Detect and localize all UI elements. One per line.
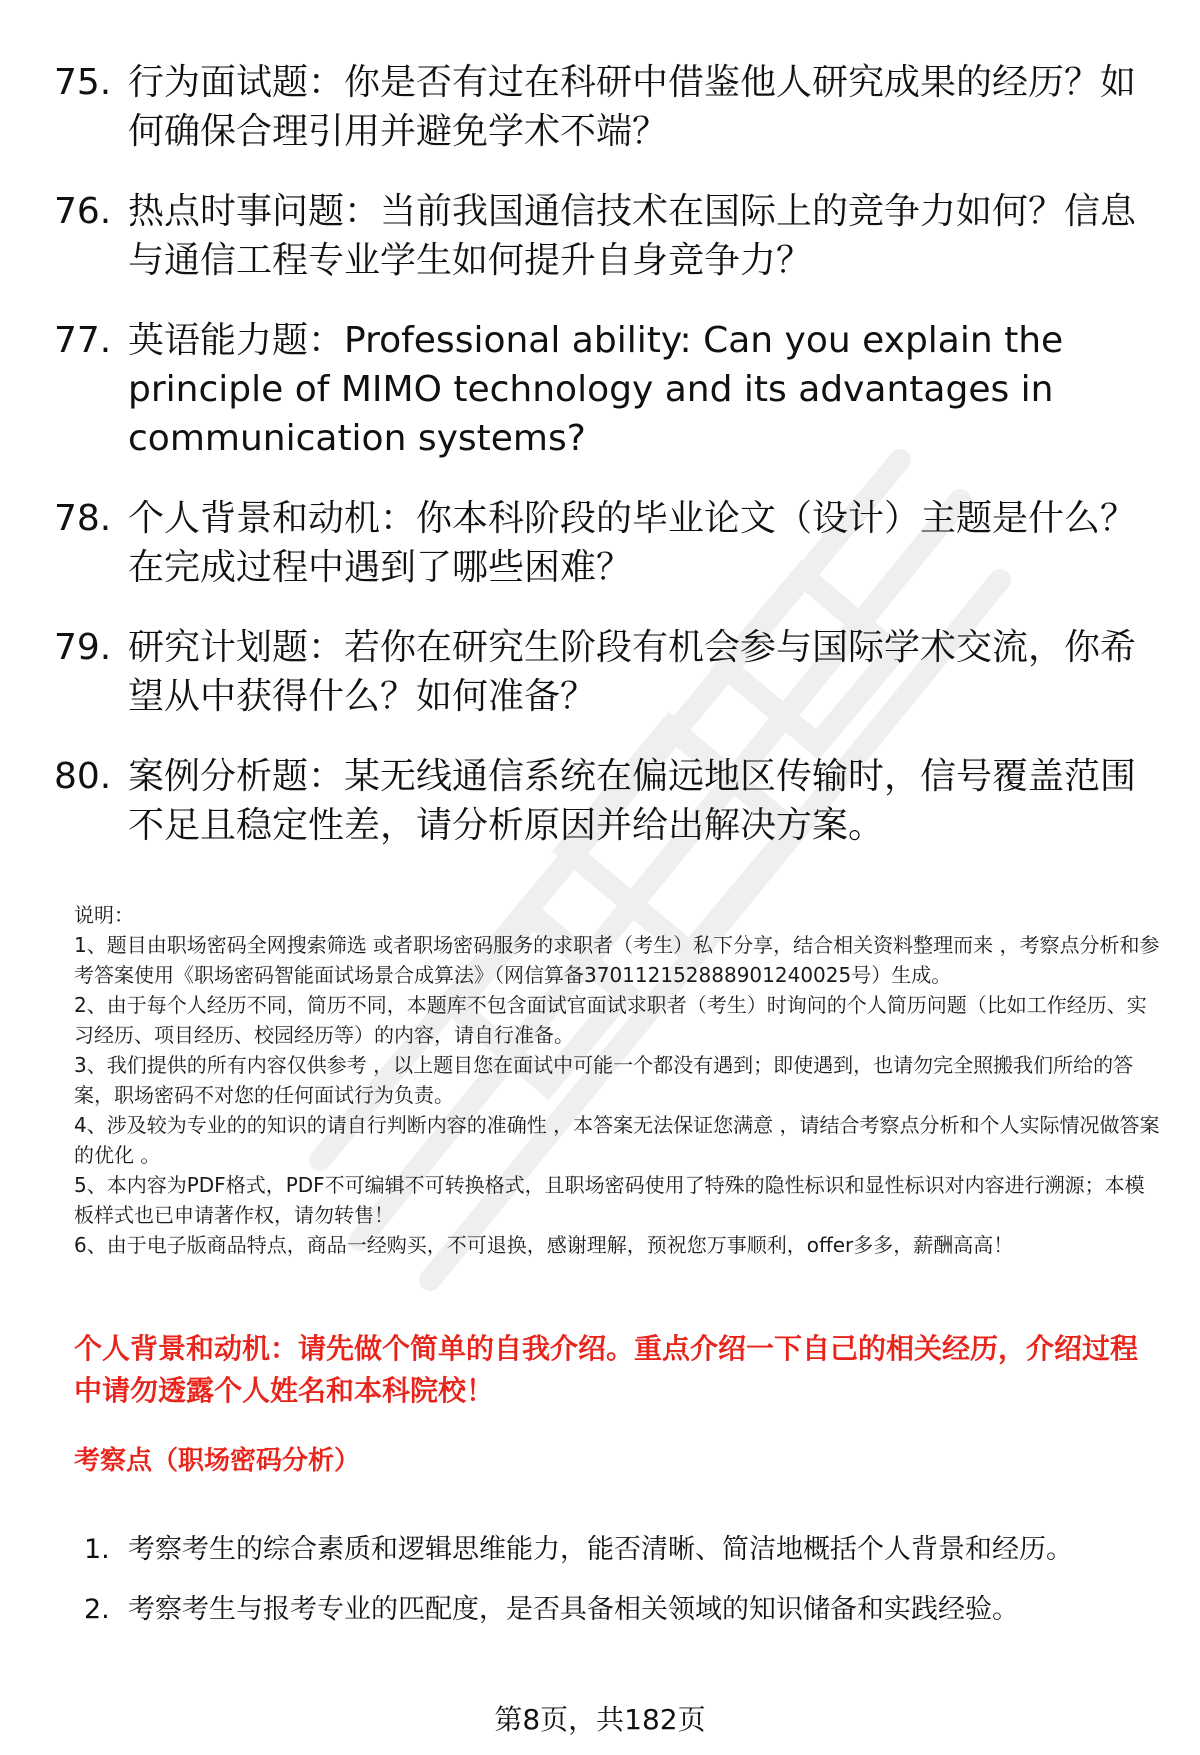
question-text: 研究计划题：若你在研究生阶段有机会参与国际学术交流，你希望从中获得什么？如何准备？ xyxy=(128,627,1137,717)
point-number: 1. xyxy=(84,1534,110,1565)
question-text: 案例分析题：某无线通信系统在偏远地区传输时，信号覆盖范围不足且稳定性差，请分析原因并给出解决方案。 xyxy=(128,756,1137,846)
note-item: 1、题目由职场密码全网搜索筛选 或者职场密码服务的求职者（考生）私下分享，结合相关资料整理而来 ，考察点分析和参考答案使用《职场密码智能面试场景合成算法》（网信算备370112152888901240025号）生成。 xyxy=(74,933,1160,987)
question-number: 80. xyxy=(54,756,112,797)
question-number: 75. xyxy=(54,62,112,103)
question-number: 77. xyxy=(54,320,112,361)
question-item xyxy=(54,752,1154,850)
question-text: 个人背景和动机：你本科阶段的毕业论文（设计）主题是什么？在完成过程中遇到了哪些困难？ xyxy=(128,498,1137,588)
question-list xyxy=(54,58,1154,881)
featured-question: 个人背景和动机：请先做个简单的自我介绍。重点介绍一下自己的相关经历，介绍过程中请勿透露个人姓名和本科院校！ xyxy=(74,1332,1139,1407)
analysis-points xyxy=(84,1520,1144,1640)
analysis-heading: 考察点（职场密码分析） xyxy=(74,1446,361,1476)
point-text: 考察考生与报考专业的匹配度，是否具备相关领域的知识储备和实践经验。 xyxy=(128,1594,1019,1625)
disclaimer-notes xyxy=(74,900,1160,1260)
point-text: 考察考生的综合素质和逻辑思维能力，能否清晰、简洁地概括个人背景和经历。 xyxy=(128,1534,1073,1565)
question-item xyxy=(54,187,1154,285)
note-item: 5、本内容为PDF格式，PDF不可编辑不可转换格式，且职场密码使用了特殊的隐性标识和显性标识对内容进行溯源；本模板样式也已申请著作权，请勿转售！ xyxy=(74,1173,1145,1227)
analysis-point xyxy=(84,1580,1144,1640)
question-text: 行为面试题：你是否有过在科研中借鉴他人研究成果的经历？如何确保合理引用并避免学术不端？ xyxy=(128,62,1137,152)
question-number: 76. xyxy=(54,191,112,232)
question-item xyxy=(54,58,1154,156)
note-item: 2、由于每个人经历不同，简历不同，本题库不包含面试官面试求职者（考生）时询问的个人简历问题（比如工作经历、实习经历、项目经历、校园经历等）的内容，请自行准备。 xyxy=(74,993,1147,1047)
question-item xyxy=(54,623,1154,721)
question-number: 78. xyxy=(54,498,112,539)
point-number: 2. xyxy=(84,1594,110,1625)
note-item: 6、由于电子版商品特点，商品一经购买，不可退换，感谢理解，预祝您万事顺利，offer多多，薪酬高高！ xyxy=(74,1233,1014,1257)
question-text: 热点时事问题：当前我国通信技术在国际上的竞争力如何？信息与通信工程专业学生如何提升自身竞争力？ xyxy=(128,191,1137,281)
page-footer: 第8页，共182页 xyxy=(494,1703,706,1736)
question-item xyxy=(54,494,1154,592)
question-number: 79. xyxy=(54,627,112,668)
note-item: 4、涉及较为专业的的知识的请自行判断内容的准确性 ，本答案无法保证您满意 ，请结合考察点分析和个人实际情况做答案的优化 。 xyxy=(74,1113,1160,1167)
question-text: 英语能力题：Professional ability: Can you explain the principle of MIMO technology and its advantages in communication systems? xyxy=(128,320,1064,459)
note-item: 3、我们提供的所有内容仅供参考 ，以上题目您在面试中可能一个都没有遇到；即使遇到，也请勿完全照搬我们所给的答案，职场密码不对您的任何面试行为负责。 xyxy=(74,1053,1134,1107)
question-item xyxy=(54,316,1154,463)
notes-title: 说明： xyxy=(74,903,134,927)
analysis-point xyxy=(84,1520,1144,1580)
